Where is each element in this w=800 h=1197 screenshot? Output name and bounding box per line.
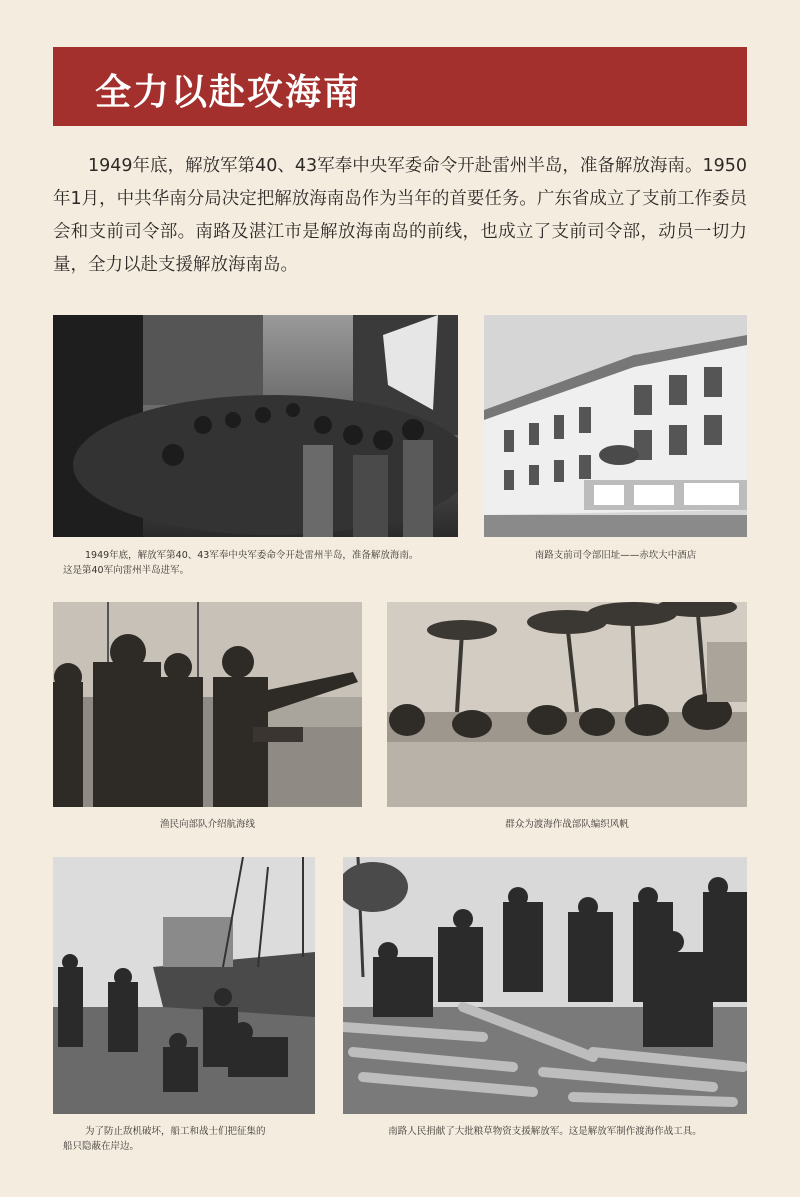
caption-photo-1-line-2: 这是第40军向雷州半岛进军。 [63,565,190,576]
photo-army-march [53,315,458,537]
caption-photo-5-line-2: 船只隐蔽在岸边。 [63,1141,140,1152]
photo-bamboo-tools [343,857,747,1114]
photo-hiding-boats [53,857,315,1114]
photo-fishermen-route [53,602,362,807]
photo-command-building [484,315,747,537]
caption-photo-5 [63,1124,315,1154]
caption-photo-5-line-1: 为了防止敌机破坏，船工和战士们把征集的 [85,1126,266,1137]
caption-photo-1-line-1: 1949年底，解放军第40、43军奉中央军委命令开赴雷州半岛，准备解放海南。 [85,550,419,561]
photo-weaving-sails [387,602,747,807]
caption-photo-6: 南路人民捐献了大批粮草物资支援解放军。这是解放军制作渡海作战工具。 [388,1126,702,1137]
title-banner [53,47,747,126]
page-title: 全力以赴攻海南 [95,72,362,113]
caption-photo-2: 南路支前司令部旧址——赤坎大中酒店 [534,550,697,561]
caption-photo-1 [63,548,458,578]
intro-paragraph: 1949年底，解放军第40、43军奉中央军委命令开赴雷州半岛，准备解放海南。1950年1月，中共华南分局决定把解放海南岛作为当年的首要任务。广东省成立了支前工作委员会和支前司令部。南路及湛江市是解放海南岛的前线，也成立了支前司令部，动员一切力量，全力以赴支援解放海南岛。 [53,156,747,275]
caption-photo-3: 渔民向部队介绍航海线 [159,819,255,830]
caption-photo-4: 群众为渡海作战部队编织风帆 [505,819,629,830]
